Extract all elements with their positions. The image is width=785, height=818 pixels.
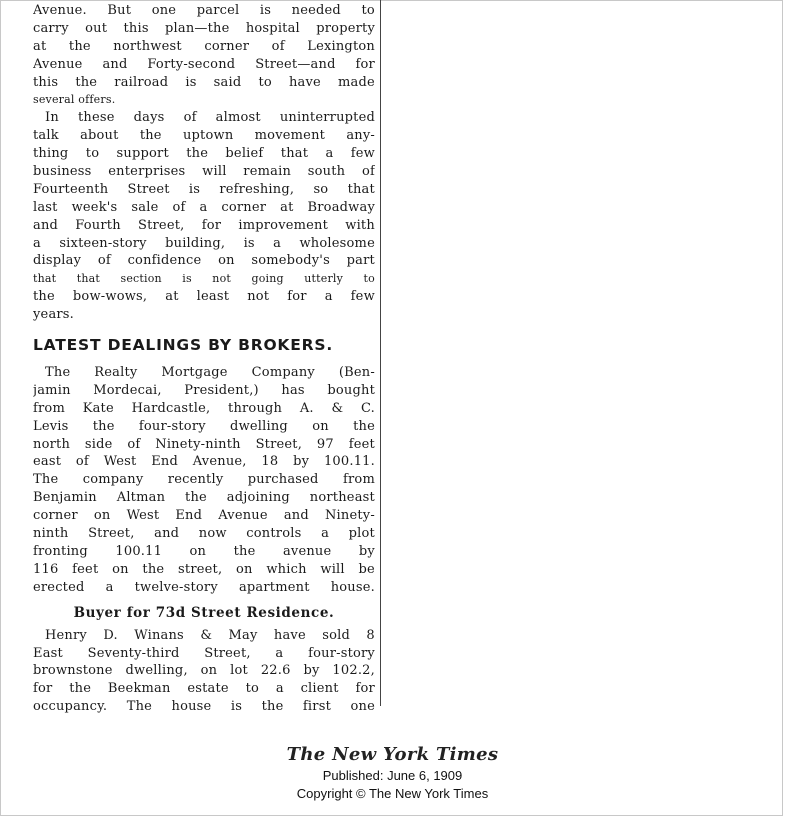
word: for (201, 217, 222, 233)
word: Henry (45, 627, 87, 643)
column-rule (380, 0, 381, 706)
word: jamin (33, 382, 71, 398)
article-line (33, 489, 375, 507)
word: to (361, 3, 375, 18)
word: railroad (114, 74, 169, 90)
article-line (33, 252, 375, 270)
word: feet (348, 436, 375, 452)
word: The (33, 472, 59, 488)
word: bought (327, 382, 375, 398)
word: that (33, 272, 57, 286)
word: Street—and (255, 56, 336, 72)
word: now (198, 526, 227, 542)
word: adjoining (226, 490, 290, 506)
newspaper-masthead-logo: The New York Times (286, 744, 499, 765)
word: West (103, 454, 137, 470)
word: plan—the (165, 20, 230, 36)
word: May (228, 627, 258, 643)
word: support (116, 146, 169, 162)
word: Street, (137, 217, 185, 233)
word: business (33, 164, 92, 180)
word: northwest (113, 38, 182, 54)
word: (Ben- (338, 365, 375, 381)
word: remain (243, 164, 292, 180)
word: recently (167, 472, 224, 488)
word: one (350, 699, 375, 715)
word: refreshing, (219, 181, 295, 197)
section-headline: LATEST DEALINGS BY BROKERS. (33, 336, 334, 355)
word: on (112, 561, 129, 577)
word: avenue (282, 543, 332, 559)
word: section (120, 272, 162, 286)
word: north (33, 436, 71, 452)
word: four-story (308, 645, 375, 661)
word: brownstone (33, 663, 113, 679)
word: this (33, 74, 59, 90)
word: Broadway (307, 199, 375, 215)
word: parcel (196, 3, 240, 18)
word: confidence (127, 253, 202, 269)
archive-footer (0, 743, 785, 803)
word: talk (33, 128, 59, 144)
word: made (338, 74, 375, 90)
word: But (107, 3, 132, 18)
word: which (266, 561, 307, 577)
word: End (151, 454, 178, 470)
word: of (127, 436, 141, 452)
word: company (82, 472, 144, 488)
word: and (154, 526, 180, 542)
word: for (355, 681, 375, 697)
word: on (236, 561, 253, 577)
word: to (245, 681, 260, 697)
word: the (69, 681, 92, 697)
word: few (350, 289, 375, 305)
word: corner (221, 199, 267, 215)
word: has (281, 382, 305, 398)
word: hospital (245, 20, 300, 36)
word: going (251, 272, 284, 286)
word: first (302, 699, 332, 715)
word: and (283, 508, 309, 524)
word: corner (204, 38, 250, 54)
word: Ninety-ninth (155, 436, 241, 452)
word: 100.11. (323, 454, 375, 470)
word: West (126, 508, 160, 524)
word: by (303, 663, 320, 679)
word: Fourth (75, 217, 121, 233)
word: one (151, 3, 177, 18)
word: In (45, 110, 59, 126)
word: corner (33, 508, 78, 524)
word: any- (346, 128, 375, 144)
word: about (80, 128, 119, 144)
article-line (33, 436, 375, 454)
word: Company (251, 365, 315, 381)
word: the (142, 561, 165, 577)
word: week's (71, 199, 118, 215)
article-line (33, 270, 375, 288)
word: of (361, 164, 375, 180)
word: house. (330, 579, 375, 595)
word: will (202, 164, 227, 180)
word: the (185, 490, 207, 506)
word: 97 (316, 436, 334, 452)
word: Avenue (33, 56, 83, 72)
word: a (199, 199, 208, 215)
article-line (33, 507, 375, 525)
article-line (33, 145, 375, 163)
word: sold (322, 627, 351, 643)
article-line (33, 288, 375, 306)
word: a (325, 146, 334, 162)
word: that (76, 272, 101, 286)
word: on (200, 663, 218, 679)
word: uptown (182, 128, 234, 144)
word: Street (127, 181, 170, 197)
word: to (258, 74, 272, 90)
word: at (280, 199, 294, 215)
article-line (33, 181, 375, 199)
word: of (97, 253, 111, 269)
word: is (185, 74, 197, 90)
article-line (33, 235, 375, 253)
word: from (33, 400, 65, 416)
word: not (247, 289, 270, 305)
article-line (33, 525, 375, 543)
word: of (172, 199, 186, 215)
word: street, (178, 561, 223, 577)
word: Kate (82, 400, 114, 416)
article-line (33, 199, 375, 217)
article-line: several offers. (33, 93, 116, 107)
word: four-story (138, 418, 206, 434)
word: have (273, 627, 306, 643)
word: D. (103, 627, 118, 643)
article-line (33, 698, 375, 716)
word: on (218, 253, 235, 269)
word: apartment (238, 579, 310, 595)
word: East (33, 645, 63, 661)
word: Ninety- (324, 508, 375, 524)
word: the (353, 418, 375, 434)
word: plot (348, 526, 375, 542)
word: Street, (204, 645, 251, 661)
word: to (363, 272, 375, 286)
word: occupancy. (33, 699, 108, 715)
word: & (331, 400, 344, 416)
word: with (345, 217, 375, 233)
paragraph-1 (33, 2, 375, 109)
paragraph-3 (33, 364, 375, 597)
word: is (230, 699, 243, 715)
article-line (33, 543, 375, 561)
word: from (343, 472, 375, 488)
word: Fourteenth (33, 181, 109, 197)
word: President,) (184, 382, 259, 398)
word: of (183, 110, 197, 126)
word: needed (291, 3, 341, 18)
word: northeast (309, 490, 375, 506)
word: east (33, 454, 62, 470)
word: controls (246, 526, 302, 542)
word: is (243, 235, 255, 251)
word: estate (187, 681, 229, 697)
word: by (358, 543, 375, 559)
word: will (320, 561, 345, 577)
word: on (93, 508, 111, 524)
word: lot (230, 663, 248, 679)
word: carry (33, 20, 69, 36)
word: the (33, 289, 55, 305)
word: Levis (33, 418, 69, 434)
word: sale (131, 199, 159, 215)
word: Avenue, (192, 454, 247, 470)
word: Beekman (107, 681, 171, 697)
word: 116 (33, 561, 59, 577)
word: a (273, 235, 282, 251)
article-column (33, 2, 375, 716)
word: twelve-story (134, 579, 218, 595)
article-line (33, 56, 375, 74)
word: said (213, 74, 242, 90)
word: and (33, 217, 59, 233)
word: erected (33, 579, 85, 595)
word: 8 (366, 627, 375, 643)
word: at (33, 38, 47, 54)
word: purchased (247, 472, 319, 488)
word: client (300, 681, 339, 697)
section-subhead: Buyer for 73d Street Residence. (73, 604, 335, 621)
word: display (33, 253, 82, 269)
word: side (84, 436, 113, 452)
word: enterprises (108, 164, 186, 180)
word: is (259, 3, 272, 18)
word: at (165, 289, 179, 305)
word: The (126, 699, 153, 715)
article-line (33, 38, 375, 56)
word: 102.2, (332, 663, 375, 679)
word: Avenue. (33, 3, 87, 18)
word: 22.6 (260, 663, 291, 679)
word: Winans (134, 627, 184, 643)
article-line (33, 645, 375, 663)
word: a (275, 681, 284, 697)
article-line (33, 418, 375, 436)
word: not (212, 272, 232, 286)
paragraph-4 (33, 627, 375, 716)
article-line (33, 364, 375, 382)
article-line (33, 163, 375, 181)
word: Benjamin (33, 490, 97, 506)
word: a (33, 235, 41, 251)
word: this (123, 20, 149, 36)
article-line (33, 382, 375, 400)
word: bow-wows, (72, 289, 148, 305)
word: a (105, 579, 114, 595)
article-line (33, 561, 375, 579)
word: house (171, 699, 212, 715)
word: the (75, 74, 98, 90)
word: so (313, 181, 329, 197)
word: belief (225, 146, 264, 162)
word: Avenue (218, 508, 268, 524)
article-line (33, 2, 375, 20)
word: End (175, 508, 203, 524)
word: uninterrupted (279, 110, 375, 126)
word: a (324, 289, 333, 305)
word: last (33, 199, 58, 215)
word: The (45, 365, 71, 381)
word: by (293, 454, 310, 470)
word: sixteen-story (59, 235, 147, 251)
article-line (33, 453, 375, 471)
word: dwelling, (125, 663, 188, 679)
word: of (271, 38, 285, 54)
word: a (321, 526, 330, 542)
word: the (68, 38, 91, 54)
word: that (347, 181, 375, 197)
word: utterly (304, 272, 344, 286)
word: almost (215, 110, 261, 126)
article-line (33, 579, 375, 597)
word: the (139, 128, 162, 144)
article-line (33, 471, 375, 489)
word: have (288, 74, 321, 90)
word: a (275, 645, 284, 661)
word: on (312, 418, 329, 434)
word: and (102, 56, 128, 72)
word: 18 (261, 454, 279, 470)
article-line (33, 20, 375, 38)
word: somebody's (251, 253, 330, 269)
word: Mortgage (161, 365, 228, 381)
article-line: years. (33, 307, 75, 323)
word: the (186, 146, 209, 162)
word: of (75, 454, 89, 470)
word: C. (360, 400, 375, 416)
copyright-notice: Copyright © The New York Times (296, 786, 489, 801)
word: thing (33, 146, 69, 162)
word: on (189, 543, 207, 559)
word: Realty (94, 365, 138, 381)
word: through (228, 400, 283, 416)
word: for (33, 681, 53, 697)
word: few (350, 146, 375, 162)
word: least (196, 289, 230, 305)
word: property (316, 20, 375, 36)
word: wholesome (299, 235, 375, 251)
word: 100.11 (115, 543, 163, 559)
word: for (287, 289, 307, 305)
word: feet (72, 561, 99, 577)
article-line (33, 680, 375, 698)
word: & (200, 627, 213, 643)
word: A. (299, 400, 314, 416)
article-line (33, 74, 375, 92)
word: out (85, 20, 108, 36)
word: to (85, 146, 100, 162)
article-line (33, 109, 375, 127)
word: Street, (255, 436, 303, 452)
word: Altman (116, 490, 166, 506)
article-line (33, 627, 375, 645)
published-date: Published: June 6, 1909 (322, 768, 463, 783)
word: Forty-second (147, 56, 236, 72)
word: Street, (88, 526, 135, 542)
paragraph-2 (33, 109, 375, 324)
article-line (33, 217, 375, 235)
word: Lexington (307, 38, 375, 54)
word: be (358, 561, 375, 577)
word: improvement (238, 217, 329, 233)
word: is (182, 272, 192, 286)
word: days (133, 110, 165, 126)
word: part (346, 253, 375, 269)
article-line (33, 400, 375, 418)
word: the (233, 543, 256, 559)
word: the (261, 699, 284, 715)
word: south (307, 164, 346, 180)
word: the (92, 418, 115, 434)
article-line (33, 127, 375, 145)
word: fronting (33, 543, 88, 559)
word: ninth (33, 526, 69, 542)
word: is (188, 181, 201, 197)
word: dwelling (230, 418, 288, 434)
word: these (77, 110, 115, 126)
word: Hardcastle, (131, 400, 211, 416)
word: Seventy-third (87, 645, 180, 661)
word: for (355, 56, 375, 72)
word: movement (254, 128, 326, 144)
article-line (33, 662, 375, 680)
word: that (280, 146, 309, 162)
word: Mordecai, (93, 382, 162, 398)
word: building, (165, 235, 226, 251)
